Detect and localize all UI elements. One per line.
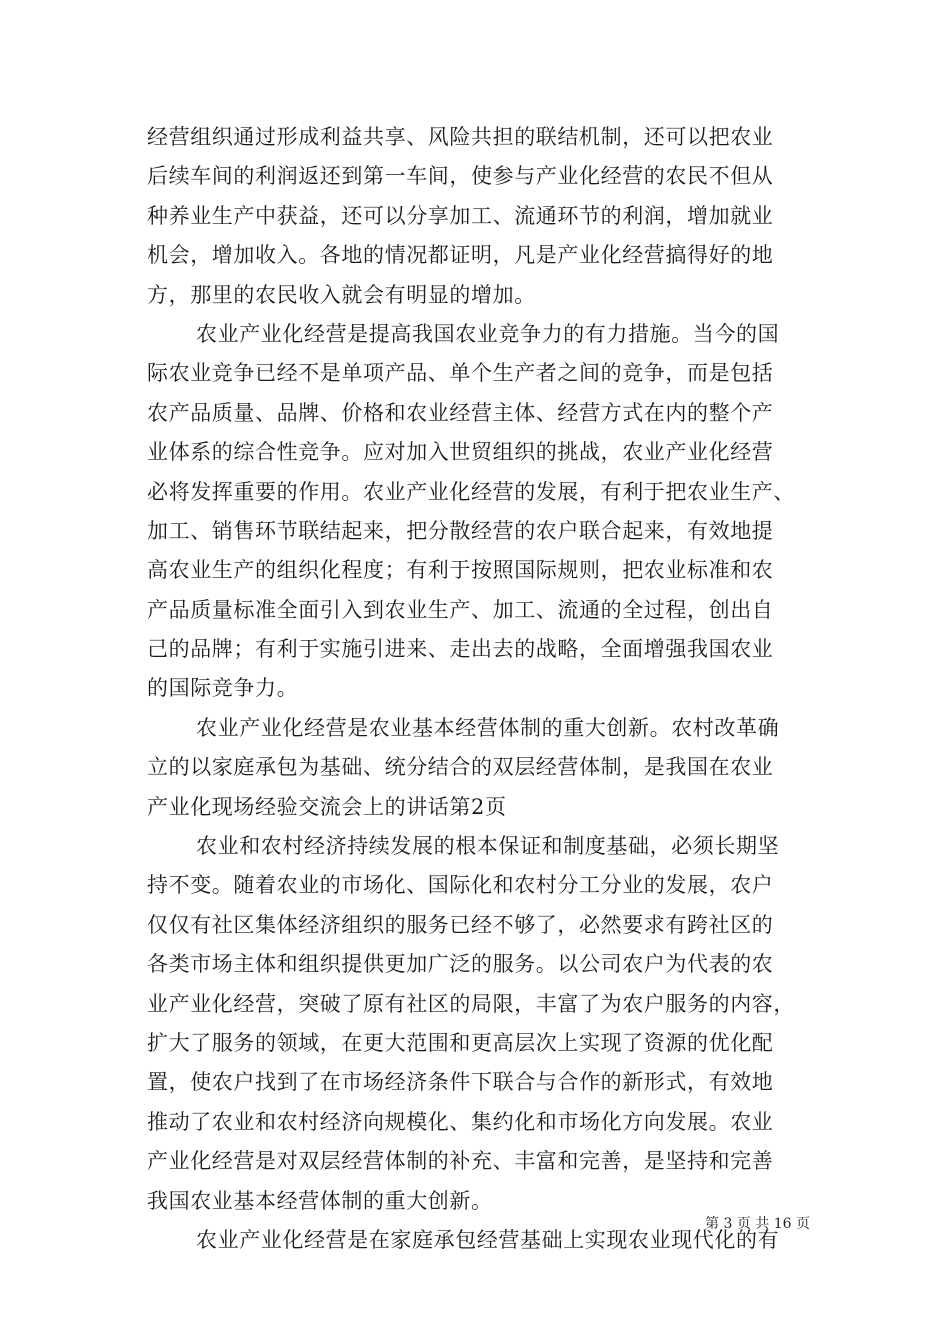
text-line: 立的以家庭承包为基础、统分结合的双层经营体制，是我国在农业 bbox=[147, 755, 774, 780]
text-line: 推动了农业和农村经济向规模化、集约化和市场化方向发展。农业 bbox=[147, 1109, 774, 1134]
text-line: 仅仅有社区集体经济组织的服务已经不够了，必然要求有跨社区的 bbox=[147, 912, 774, 937]
text-line: 农业产业化经营是提高我国农业竞争力的有力措施。当今的国 bbox=[196, 321, 780, 346]
text-line: 我国农业基本经营体制的重大创新。 bbox=[147, 1188, 493, 1213]
text-line: 加工、销售环节联结起来，把分散经营的农户联合起来，有效地提 bbox=[147, 518, 774, 543]
text-line: 后续车间的利润返还到第一车间，使参与产业化经营的农民不但从 bbox=[147, 164, 774, 189]
text-line: 方，那里的农民收入就会有明显的增加。 bbox=[147, 282, 536, 307]
text-line: 农业产业化经营是在家庭承包经营基础上实现农业现代化的有 bbox=[196, 1227, 780, 1252]
text-line: 农业和农村经济持续发展的根本保证和制度基础，必须长期坚 bbox=[196, 834, 780, 859]
text-line: 各类市场主体和组织提供更加广泛的服务。以公司农户为代表的农 bbox=[147, 952, 774, 977]
text-line: 必将发挥重要的作用。农业产业化经营的发展，有利于把农业生产、 bbox=[147, 479, 795, 504]
text-line: 的国际竞争力。 bbox=[147, 676, 299, 701]
text-line: 扩大了服务的领域，在更大范围和更高层次上实现了资源的优化配 bbox=[147, 1030, 774, 1055]
text-line: 业体系的综合性竞争。应对加入世贸组织的挑战，农业产业化经营 bbox=[147, 440, 774, 465]
text-line: 产业化经营是对双层经营体制的补充、丰富和完善，是坚持和完善 bbox=[147, 1149, 774, 1174]
text-line: 业产业化经营，突破了原有社区的局限，丰富了为农户服务的内容， bbox=[147, 991, 795, 1016]
text-line: 置，使农户找到了在市场经济条件下联合与合作的新形式，有效地 bbox=[147, 1070, 774, 1095]
text-line: 农产品质量、品牌、价格和农业经营主体、经营方式在内的整个产 bbox=[147, 400, 774, 425]
document-body bbox=[147, 118, 807, 1260]
text-line: 农业产业化经营是农业基本经营体制的重大创新。农村改革确 bbox=[196, 715, 780, 740]
text-line: 种养业生产中获益，还可以分享加工、流通环节的利润，增加就业 bbox=[147, 203, 774, 228]
text-line: 己的品牌；有利于实施引进来、走出去的战略，全面增强我国农业 bbox=[147, 637, 774, 662]
text-line: 产品质量标准全面引入到农业生产、加工、流通的全过程，创出自 bbox=[147, 597, 774, 622]
text-line: 际农业竞争已经不是单项产品、单个生产者之间的竞争，而是包括 bbox=[147, 361, 774, 386]
text-line: 经营组织通过形成利益共享、风险共担的联结机制，还可以把农业 bbox=[147, 125, 774, 149]
text-line: 持不变。随着农业的市场化、国际化和农村分工分业的发展，农户 bbox=[147, 873, 774, 898]
text-line: 高农业生产的组织化程度；有利于按照国际规则，把农业标准和农 bbox=[147, 558, 774, 583]
page-number-footer: 第 3 页 共 16 页 bbox=[705, 1216, 810, 1232]
text-line: 产业化现场经验交流会上的讲话第2页 bbox=[147, 794, 507, 819]
text-line: 机会，增加收入。各地的情况都证明，凡是产业化经营搞得好的地 bbox=[147, 243, 774, 268]
